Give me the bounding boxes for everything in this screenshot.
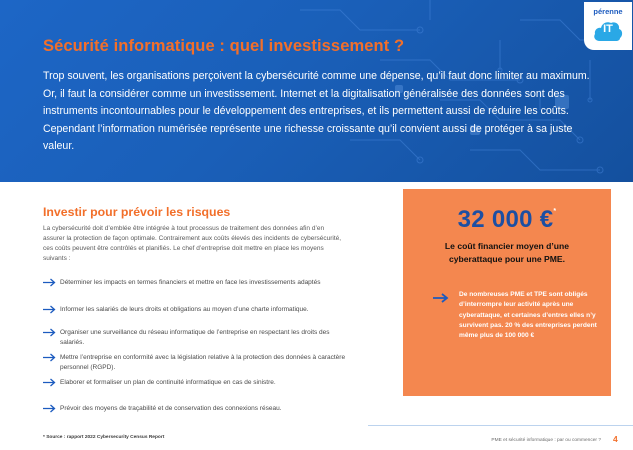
arrow-right-icon bbox=[43, 305, 56, 314]
arrow-right-icon bbox=[43, 404, 56, 413]
hero-paragraph: Trop souvent, les organisations perçoivent la cybersécurité comme une dépense, qu’il faut donc limiter au maximum. Or, il faut la considérer comme un investissement. Internet et la digitalisation généralisée des données sont des instruments incontournables pour le développement des entreprises, et ils permettent aussi de réduire les coûts. Cependant l’information numérisée représente une richesse croissante qu’il convient aussi de protéger à sa juste valeur. bbox=[43, 70, 590, 153]
logo-wordmark: pérenne bbox=[593, 7, 623, 16]
perenne-it-logo[interactable] bbox=[584, 2, 632, 50]
cost-stat-value: 32 000 € bbox=[457, 206, 554, 233]
logo-badge-text: IT bbox=[603, 23, 613, 35]
page-number: 4 bbox=[613, 434, 618, 444]
arrow-right-icon bbox=[43, 353, 56, 362]
hero-banner bbox=[0, 0, 633, 182]
section-title: Investir pour prévoir les risques bbox=[43, 205, 231, 219]
list-item-text: Informer les salariés de leurs droits et obligations au moyen d’une charte informatique. bbox=[60, 306, 309, 313]
list-item-text: Mettre l’entreprise en conformité avec la législation relative à la protection des données à caractère personnel (RGPD). bbox=[60, 354, 346, 372]
cost-caption: Le coût financier moyen d’une cyberattaque pour une PME. bbox=[444, 241, 570, 265]
footer-label: PME et sécurité informatique : par ou commencer ? bbox=[491, 438, 601, 443]
list-item-text: Prévoir des moyens de traçabilité et de conservation des connexions réseau. bbox=[60, 405, 282, 412]
cost-stat bbox=[403, 206, 611, 234]
arrow-right-icon bbox=[43, 378, 56, 387]
section-intro: La cybersécurité doit d’emblée être intégrée à tout processus de traitement des données afin d’en assurer la protection de façon optimale. Contrairement aux coûts élevés des incidents de cybersécurité, ces coûts peuvent être contrôlés et planifiés. Le chef d’entreprise doit mettre en place les moyens suivants : bbox=[43, 225, 342, 263]
arrow-right-icon bbox=[433, 293, 449, 303]
arrow-right-icon bbox=[43, 278, 56, 287]
cost-highlight-box bbox=[403, 189, 611, 396]
cost-detail: De nombreuses PME et TPE sont obligés d’interrompre leur activité après une cyberattaque, et certaines d’entres elles n’y survivent pas. 20 % des entreprises perdent même plus de 100 000 € bbox=[459, 291, 597, 340]
footnote-marker: * bbox=[553, 208, 557, 215]
arrow-right-icon bbox=[43, 328, 56, 337]
list-item-text: Déterminer les impacts en termes financiers et mettre en face les investissements adaptés bbox=[60, 279, 321, 286]
list-item-text: Organiser une surveillance du réseau informatique de l’entreprise en respectant les droits des salariés. bbox=[60, 329, 330, 347]
list-item-text: Elaborer et formaliser un plan de continuité informatique en cas de sinistre. bbox=[60, 379, 276, 386]
footer-divider bbox=[368, 425, 633, 426]
source-footnote: * Source : rapport 2022 Cybersecurity Census Report bbox=[43, 435, 165, 440]
hero-title: Sécurité informatique : quel investissement ? bbox=[43, 37, 405, 55]
